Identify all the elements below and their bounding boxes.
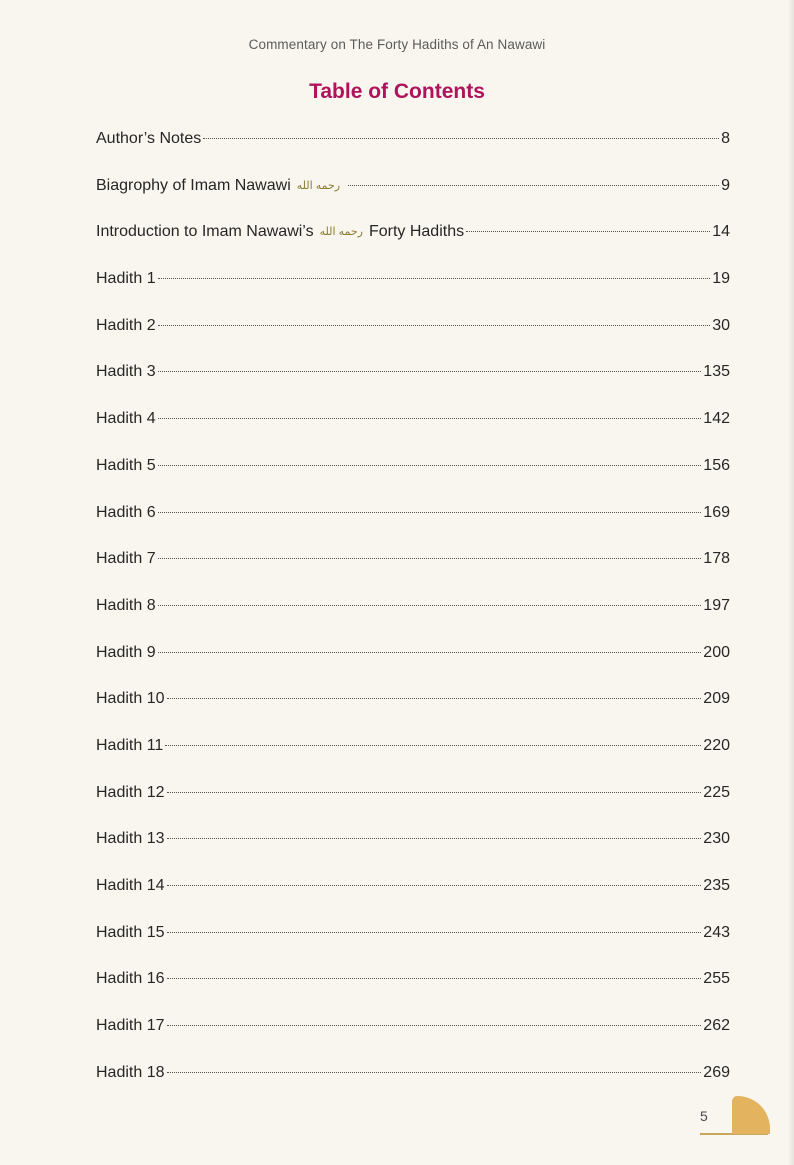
toc-entry-label: Hadith 12 bbox=[96, 783, 165, 801]
toc-entry-page-number: 197 bbox=[703, 596, 730, 614]
toc-entry-label: Hadith 17 bbox=[96, 1017, 165, 1035]
toc-entry-page-number: 255 bbox=[703, 970, 730, 988]
dot-leader bbox=[158, 512, 702, 513]
toc-entry-label: Author’s Notes bbox=[96, 130, 202, 147]
toc-entry-label: Hadith 2 bbox=[96, 316, 156, 334]
toc-entry-label: Hadith 5 bbox=[96, 456, 156, 474]
dot-leader bbox=[167, 978, 702, 979]
toc-entry[interactable] bbox=[96, 317, 730, 364]
dot-leader bbox=[466, 231, 710, 232]
toc-entry[interactable] bbox=[96, 270, 730, 317]
dot-leader bbox=[167, 885, 702, 886]
dot-leader bbox=[167, 932, 702, 933]
toc-entry[interactable] bbox=[96, 1017, 730, 1064]
toc-entry-label: Hadith 11 bbox=[96, 736, 164, 754]
toc-entry-page-number: 243 bbox=[703, 923, 730, 941]
toc-entry-label: Biagrophy of Imam Nawawi bbox=[96, 176, 291, 194]
toc-entry-label: Hadith 10 bbox=[96, 690, 165, 708]
toc-entry[interactable] bbox=[96, 830, 730, 877]
table-of-contents bbox=[96, 130, 730, 1110]
toc-entry-page-number: 9 bbox=[721, 176, 730, 194]
toc-entry-page-number: 142 bbox=[703, 410, 730, 428]
toc-entry[interactable] bbox=[96, 970, 730, 1017]
page-edge-shadow bbox=[788, 0, 794, 1165]
honorific-calligraphy-icon: رحمه الله bbox=[296, 179, 341, 192]
toc-entry-label: Hadith 15 bbox=[96, 923, 165, 941]
toc-entry-label: Hadith 18 bbox=[96, 1063, 165, 1081]
toc-entry[interactable] bbox=[96, 690, 730, 737]
toc-entry-label: Hadith 7 bbox=[96, 550, 156, 568]
toc-entry[interactable] bbox=[96, 550, 730, 597]
toc-entry-label: Hadith 6 bbox=[96, 503, 156, 521]
toc-entry-page-number: 30 bbox=[712, 316, 730, 334]
toc-entry-page-number: 178 bbox=[703, 550, 730, 568]
toc-entry-page-number: 200 bbox=[703, 643, 730, 661]
toc-entry-label: Hadith 4 bbox=[96, 410, 156, 428]
dot-leader bbox=[167, 698, 702, 699]
toc-entry-page-number: 135 bbox=[703, 363, 730, 381]
dot-leader bbox=[167, 1072, 702, 1073]
honorific-calligraphy-icon: رحمه الله bbox=[319, 226, 363, 239]
dot-leader bbox=[158, 652, 702, 653]
dot-leader bbox=[348, 185, 719, 186]
dot-leader bbox=[158, 558, 702, 559]
toc-entry-page-number: 269 bbox=[703, 1063, 730, 1081]
page-number: 5 bbox=[700, 1108, 708, 1124]
dot-leader bbox=[158, 465, 702, 466]
toc-entry-label: Hadith 16 bbox=[96, 970, 165, 988]
toc-entry[interactable] bbox=[96, 644, 730, 691]
toc-entry-page-number: 14 bbox=[712, 223, 730, 241]
toc-entry-page-number: 156 bbox=[703, 456, 730, 474]
toc-entry[interactable] bbox=[96, 737, 730, 784]
dot-leader bbox=[203, 138, 719, 139]
toc-entry-page-number: 235 bbox=[703, 877, 730, 894]
toc-entry[interactable] bbox=[96, 410, 730, 457]
toc-entry[interactable] bbox=[96, 1064, 730, 1111]
toc-entry[interactable] bbox=[96, 597, 730, 644]
toc-entry[interactable] bbox=[96, 457, 730, 504]
toc-entry-label: Hadith 3 bbox=[96, 363, 156, 381]
dot-leader bbox=[158, 278, 711, 279]
toc-entry-page-number: 209 bbox=[703, 690, 730, 708]
toc-entry-page-number: 8 bbox=[721, 130, 730, 147]
dot-leader bbox=[165, 745, 701, 746]
corner-tab-decoration bbox=[732, 1096, 770, 1134]
toc-entry-page-number: 19 bbox=[712, 270, 730, 288]
toc-entry[interactable] bbox=[96, 223, 730, 270]
toc-entry-label: Hadith 9 bbox=[96, 643, 156, 661]
dot-leader bbox=[167, 1025, 702, 1026]
toc-entry[interactable] bbox=[96, 177, 730, 224]
toc-entry-label: Introduction to Imam Nawawi’s bbox=[96, 223, 314, 241]
toc-entry-page-number: 262 bbox=[703, 1017, 730, 1035]
dot-leader bbox=[167, 792, 702, 793]
toc-entry[interactable] bbox=[96, 924, 730, 971]
toc-entry-label: Hadith 8 bbox=[96, 596, 156, 614]
toc-entry-label: Hadith 1 bbox=[96, 270, 156, 288]
running-header: Commentary on The Forty Hadiths of An Nawawi bbox=[248, 37, 546, 52]
toc-entry[interactable] bbox=[96, 784, 730, 831]
toc-entry-page-number: 225 bbox=[703, 783, 730, 801]
toc-entry[interactable] bbox=[96, 877, 730, 924]
toc-entry[interactable] bbox=[96, 363, 730, 410]
toc-entry[interactable] bbox=[96, 504, 730, 551]
toc-entry-page-number: 230 bbox=[703, 830, 730, 848]
toc-entry-label: Hadith 13 bbox=[96, 830, 165, 848]
dot-leader bbox=[167, 838, 702, 839]
dot-leader bbox=[158, 605, 702, 606]
toc-entry-label: Hadith 14 bbox=[96, 877, 165, 894]
toc-entry-page-number: 169 bbox=[703, 503, 730, 521]
dot-leader bbox=[158, 325, 711, 326]
dot-leader bbox=[158, 418, 702, 419]
dot-leader bbox=[158, 371, 702, 372]
toc-entry[interactable] bbox=[96, 130, 730, 177]
toc-entry-page-number: 220 bbox=[703, 736, 730, 754]
page-title: Table of Contents bbox=[309, 80, 485, 103]
toc-entry-label-tail: Forty Hadiths bbox=[368, 223, 465, 241]
